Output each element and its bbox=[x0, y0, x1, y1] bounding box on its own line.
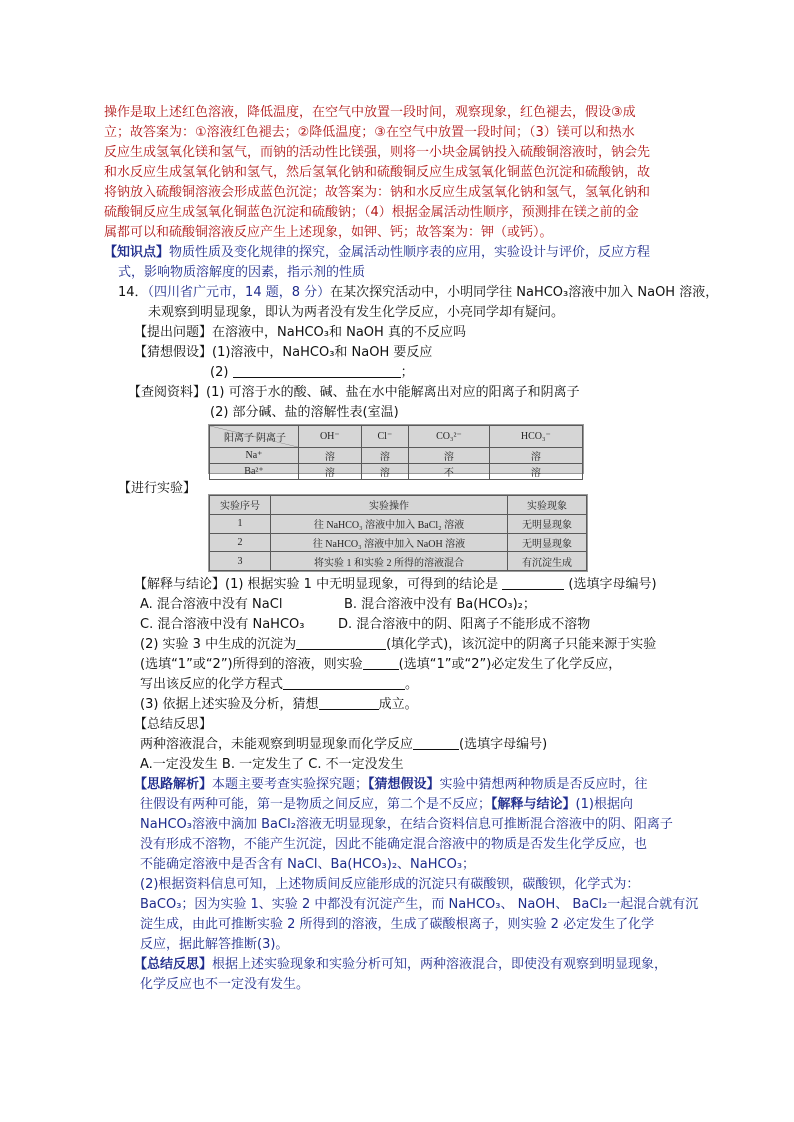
analysis-line-3: NaHCO₃溶液中滴加 BaCl₂溶液无明显现象，在结合资料信息可推断混合溶液中的阴、阳离子 bbox=[140, 817, 673, 832]
question-line-1 bbox=[118, 284, 718, 301]
analysis-text: 实验中猜想两种物质是否反应时，往 bbox=[439, 777, 648, 792]
hypothesis-2-num: (2) bbox=[210, 365, 229, 380]
analysis-text: 本题主要考查实验探究题； bbox=[212, 777, 369, 792]
solubility-cell: 溶 bbox=[409, 448, 490, 464]
analysis-line-6: (2)根据资料信息可知，上述物质间反应能形成的沉淀只有碳酸钡，碳酸钡，化学式为： bbox=[140, 877, 640, 892]
hypothesis-2-end: ； bbox=[400, 365, 414, 380]
reference-line-2: (2) 部分碱、盐的溶解性表(室温) bbox=[210, 405, 399, 420]
option-d: D. 混合溶液中的阴、阳离子不能形成不溶物 bbox=[338, 617, 591, 632]
exp-cell: 有沉淀生成 bbox=[508, 552, 587, 571]
question-3 bbox=[140, 696, 418, 713]
summary-reflect-tag: 【总结反思】 bbox=[134, 957, 213, 972]
exp-header: 实验序号 bbox=[210, 496, 271, 515]
solubility-cell: 溶 bbox=[489, 464, 582, 480]
conclusion-tag: 【解释与结论】 bbox=[491, 797, 576, 812]
q2-text-b: (填化学式)，该沉淀中的阴离子只能来源于实验 bbox=[386, 637, 657, 652]
q2-text-a: (2) 实验 3 中生成的沉淀为 bbox=[140, 637, 297, 652]
reference-tag: 【查阅资料】 bbox=[128, 385, 207, 400]
hypothesis-1: 【猜想假设】(1)溶液中，NaHCO₃和 NaOH 要反应 bbox=[134, 345, 433, 360]
anion-header: Cl⁻ bbox=[361, 426, 409, 448]
knowledge-line-2: 式，影响物质溶解度的因素，指示剂的性质 bbox=[118, 265, 366, 280]
exp-cell: 无明显现象 bbox=[508, 533, 587, 552]
question-source: （四川省广元市，14 题，8 分） bbox=[147, 285, 331, 300]
answer-line-2: 立；故答案为：①溶液红色褪去；②降低温度；③在空气中放置一段时间；（3）镁可以和热水 bbox=[104, 125, 635, 140]
summary-tag: 【总结反思】 bbox=[134, 717, 213, 732]
q2-text-d: (选填“1”或“2”)必定发生了化学反应， bbox=[398, 657, 622, 672]
conclusion-1 bbox=[134, 576, 657, 593]
solubility-cell: 溶 bbox=[299, 448, 362, 464]
summary-question bbox=[140, 736, 547, 753]
analysis-line-10 bbox=[134, 956, 667, 973]
conclusion-1-hint: (选填字母编号) bbox=[568, 577, 657, 592]
analysis-text: (1)根据向 bbox=[575, 797, 633, 812]
exp-header: 实验现象 bbox=[508, 496, 587, 515]
answer-line-1: 操作是取上述红色溶液，降低温度，在空气中放置一段时间，观察现象，红色褪去，假设③成 bbox=[104, 105, 636, 120]
analysis-line-9: 反应，据此解答推断(3)。 bbox=[140, 937, 289, 952]
precipitate-blank[interactable] bbox=[296, 637, 386, 650]
analysis-line-7: BaCO₃；因为实验 1、实验 2 中都没有沉淀产生，而 NaHCO₃、 NaOH、 BaCl₂一起混合就有沉 bbox=[140, 897, 699, 912]
anion-header: OH⁻ bbox=[299, 426, 362, 448]
analysis-line-8: 淀生成，由此可推断实验 2 所得到的溶液，生成了碳酸根离子，则实验 2 必定发生了化学 bbox=[140, 917, 655, 932]
conclusion-1-blank[interactable] bbox=[502, 577, 564, 590]
option-c: C. 混合溶液中没有 NaHCO₃ bbox=[140, 617, 305, 632]
question-number: 14． bbox=[118, 285, 148, 300]
q2-text-f: 。 bbox=[405, 677, 419, 692]
analysis-line-1 bbox=[134, 776, 648, 793]
knowledge-text-1: 物质性质及变化规律的探究，金属活动性顺序表的应用，实验设计与评价，反应方程 bbox=[169, 245, 651, 260]
question-line-2: 未观察到明显现象，即认为两者没有发生化学反应，小亮同学却有疑问。 bbox=[148, 305, 565, 320]
analysis-line-5: 不能确定溶液中是否含有 NaCl、Ba(HCO₃)₂、NaHCO₃； bbox=[140, 857, 476, 872]
reference-text-1: (1) 可溶于水的酸、碱、盐在水中能解离出对应的阳离子和阴离子 bbox=[206, 385, 580, 400]
exp-cell: 2 bbox=[210, 533, 271, 552]
knowledge-line-1 bbox=[104, 244, 650, 261]
equation-blank[interactable] bbox=[283, 677, 405, 690]
cation-label: Ba²⁺ bbox=[210, 464, 299, 480]
question-2-line-3 bbox=[140, 676, 418, 693]
exp-cell: 3 bbox=[210, 552, 271, 571]
experiment-number-blank[interactable] bbox=[363, 657, 399, 670]
exp-cell: 无明显现象 bbox=[508, 514, 587, 533]
q2-text-e: 写出该反应的化学方程式 bbox=[140, 677, 284, 692]
analysis-tag: 【思路解析】 bbox=[134, 777, 213, 792]
reference-line-1 bbox=[128, 384, 580, 401]
summary-options: A.一定没发生 B. 一定发生了 C. 不一定没发生 bbox=[140, 757, 404, 772]
exp-cell: 往 NaHCO₃ 溶液中加入 BaCl₂ 溶液 bbox=[271, 514, 508, 533]
exp-header: 实验操作 bbox=[271, 496, 508, 515]
answer-line-7: 属都可以和硫酸铜溶液反应产生上述现象，如钾、钙；故答案为：钾（或钙）。 bbox=[104, 225, 553, 240]
analysis-line-11: 化学反应也不一定没有发生。 bbox=[140, 977, 310, 992]
corner-anion-label: 阴离子 bbox=[256, 433, 286, 444]
raise-question: 【提出问题】在溶液中，NaHCO₃和 NaOH 真的不反应吗 bbox=[134, 325, 466, 340]
experiment-tag: 【进行实验】 bbox=[118, 481, 197, 496]
conclusion-1-text: 【解释与结论】(1) 根据实验 1 中无明显现象，可得到的结论是 bbox=[134, 577, 499, 592]
question-2-line-2 bbox=[140, 656, 621, 673]
corner-cell bbox=[210, 426, 299, 448]
answer-line-6: 硫酸铜反应生成氢氧化铜蓝色沉淀和硫酸钠；（4）根据金属活动性顺序，预测排在镁之前的金 bbox=[104, 205, 639, 220]
summary-hint: (选填字母编号) bbox=[459, 737, 548, 752]
solubility-cell: 不 bbox=[409, 464, 490, 480]
q3-text-b: 成立。 bbox=[378, 697, 418, 712]
summary-text: 两种溶液混合，未能观察到明显现象而化学反应 bbox=[140, 737, 414, 752]
exp-cell: 往 NaHCO₃ 溶液中加入 NaOH 溶液 bbox=[271, 533, 508, 552]
solubility-cell: 溶 bbox=[361, 448, 409, 464]
anion-header: CO₃²⁻ bbox=[409, 426, 490, 448]
corner-cation-label: 阳离子 bbox=[224, 433, 254, 444]
cation-label: Na⁺ bbox=[210, 448, 299, 464]
analysis-line-2 bbox=[140, 796, 633, 813]
q2-text-c: (选填“1”或“2”)所得到的溶液，则实验 bbox=[140, 657, 363, 672]
hypothesis-blank[interactable] bbox=[319, 697, 379, 710]
solubility-cell: 溶 bbox=[361, 464, 409, 480]
question-2-line-1 bbox=[140, 636, 656, 653]
option-a: A. 混合溶液中没有 NaCl bbox=[140, 597, 283, 612]
solubility-cell: 溶 bbox=[489, 448, 582, 464]
exp-cell: 将实验 1 和实验 2 所得的溶液混合 bbox=[271, 552, 508, 571]
solubility-cell: 溶 bbox=[299, 464, 362, 480]
experiment-table bbox=[208, 494, 588, 572]
question-text-1: 在某次探究活动中，小明同学往 NaHCO₃溶液中加入 NaOH 溶液， bbox=[330, 285, 719, 300]
hypothesis-2 bbox=[210, 364, 414, 381]
exp-cell: 1 bbox=[210, 514, 271, 533]
answer-line-3: 反应生成氢氧化镁和氢气，而钠的活动性比镁强，则将一小块金属钠投入硫酸铜溶液时，钠会先 bbox=[104, 145, 651, 160]
q3-text-a: (3) 依据上述实验及分析，猜想 bbox=[140, 697, 319, 712]
knowledge-tag: 【知识点】 bbox=[104, 245, 170, 260]
summary-blank[interactable] bbox=[413, 737, 459, 750]
hypothesis-2-blank[interactable] bbox=[233, 365, 401, 378]
analysis-text: 根据上述实验现象和实验分析可知，两种溶液混合，即使没有观察到明显现象， bbox=[212, 957, 668, 972]
analysis-line-4: 没有形成不溶物，不能产生沉淀，因此不能确定混合溶液中的物质是否发生化学反应，也 bbox=[140, 837, 648, 852]
answer-line-4: 和水反应生成氢氧化钠和氢气，然后氢氧化钠和硫酸铜反应生成氢氧化铜蓝色沉淀和硫酸钠，故 bbox=[104, 165, 651, 180]
anion-header: HCO₃⁻ bbox=[489, 426, 582, 448]
option-b: B. 混合溶液中没有 Ba(HCO₃)₂； bbox=[344, 597, 536, 612]
analysis-text: 往假设有两种可能，第一是物质之间反应，第二个是不反应； bbox=[140, 797, 492, 812]
solubility-table bbox=[208, 424, 584, 479]
answer-line-5: 将钠放入硫酸铜溶液会形成蓝色沉淀；故答案为：钠和水反应生成氢氧化钠和氢气，氢氧化钠和 bbox=[104, 185, 651, 200]
hypothesis-tag: 【猜想假设】 bbox=[368, 777, 440, 792]
